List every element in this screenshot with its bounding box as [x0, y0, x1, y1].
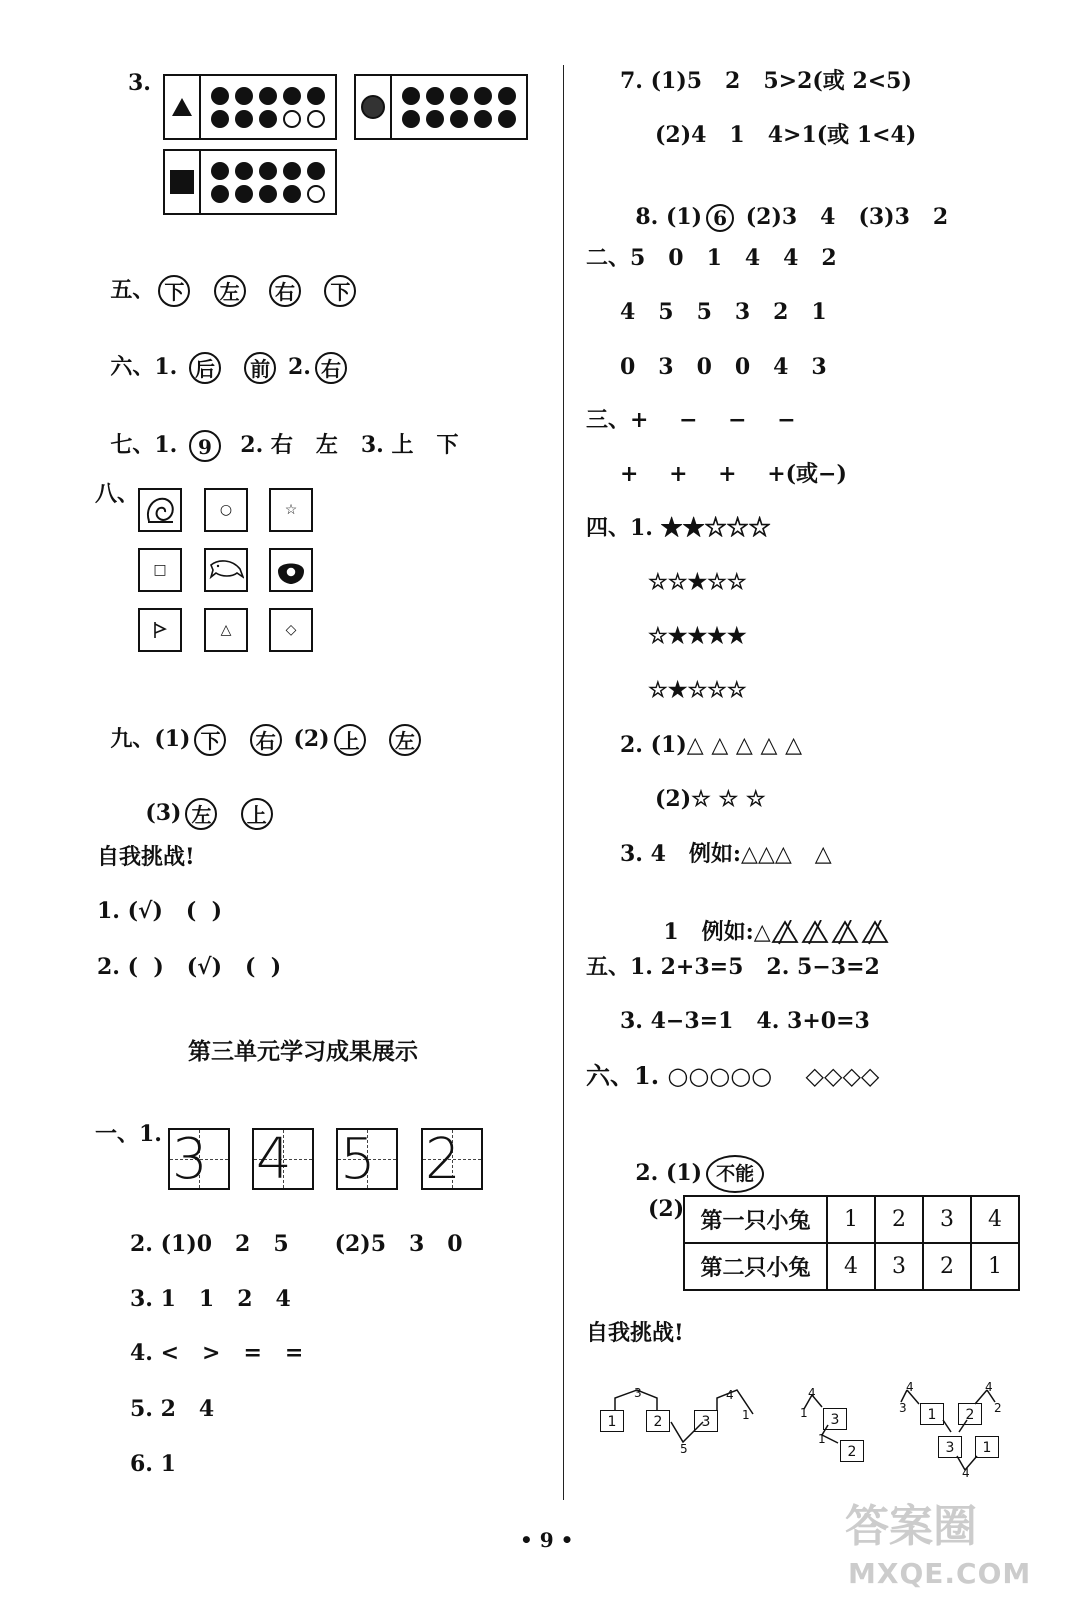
- square-icon: [165, 151, 201, 213]
- qi-label: 七、1.: [110, 432, 178, 458]
- star-icon: ☆: [269, 488, 313, 532]
- left-challenge-title: 自我挑战!: [97, 844, 195, 870]
- circled-answer: 右: [269, 275, 301, 307]
- si-1: 四、1. ★★☆☆☆: [586, 515, 771, 541]
- diamond-icon: ◇: [269, 608, 313, 652]
- liu-row: [95, 330, 351, 384]
- yi-2: 2. (1)0 2 5 (2)5 3 0: [130, 1231, 463, 1257]
- si-2-1: 2. (1)△ △ △ △ △: [620, 732, 802, 758]
- circled-answer: 下: [324, 275, 356, 307]
- liu-label: 六、1.: [110, 354, 178, 380]
- circled-answer: 左: [185, 798, 217, 830]
- wu-2: 3. 4−3=1 4. 3+0=3: [620, 1008, 870, 1034]
- crossed-triangles-icon: [771, 920, 891, 946]
- small-number: 4: [808, 1386, 816, 1400]
- unit-title: 第三单元学习成果展示: [188, 1038, 418, 1065]
- circle-icon: ○: [204, 488, 248, 532]
- dots-8-of-10: [201, 76, 335, 138]
- r8-post: (2)3 4 (3)3 2: [745, 204, 949, 230]
- dot-icon: [356, 76, 392, 138]
- nine-row-3: [130, 776, 277, 830]
- watermark-logo: 答案圈: [845, 1501, 977, 1552]
- r7-2: (2)4 1 4>1(或 1<4): [655, 122, 917, 148]
- circled-answer: 右: [250, 724, 282, 756]
- small-number: 1: [800, 1406, 808, 1420]
- si-3-1: 3. 4 例如:△△△ △: [620, 841, 832, 867]
- number-box: 1: [600, 1410, 624, 1432]
- circled-answer: 左: [389, 724, 421, 756]
- circled-answer: 上: [241, 798, 273, 830]
- number-box: 3: [938, 1436, 962, 1458]
- dots-9-of-10: [201, 151, 335, 213]
- small-number: 1: [742, 1408, 750, 1422]
- writing-grid-digit: 4: [252, 1128, 314, 1190]
- er-1: 二、5 0 1 4 4 2: [586, 245, 837, 271]
- circled-answer: 上: [334, 724, 366, 756]
- counting-box-triangle: [163, 74, 337, 140]
- table-cell: 2: [923, 1243, 971, 1290]
- table-cell: 2: [875, 1196, 923, 1243]
- dots-10-of-10: [392, 76, 526, 138]
- nine-label: 九、(1): [110, 726, 191, 752]
- nine-row-1: [95, 702, 425, 756]
- decomposition-diagram: [895, 1380, 1025, 1480]
- si-3: ☆★★★★: [648, 623, 747, 649]
- right-challenge-title: 自我挑战!: [586, 1320, 684, 1346]
- left-challenge-1: 1. (√) ( ): [97, 898, 223, 924]
- small-number: 3: [899, 1401, 907, 1415]
- row-label: 第一只小兔: [684, 1196, 827, 1243]
- circled-answer: 下: [158, 275, 190, 307]
- watermark-url: MXQE.COM: [848, 1557, 1032, 1590]
- si-2: ☆☆★☆☆: [648, 569, 747, 595]
- yi-label: 一、1.: [95, 1121, 162, 1147]
- nine-3-label: (3): [145, 800, 182, 826]
- small-number: 3: [634, 1386, 642, 1400]
- r8-row: [620, 182, 948, 232]
- wu-row: [95, 253, 360, 307]
- table-cell: 4: [827, 1243, 875, 1290]
- small-number: 1: [818, 1432, 826, 1446]
- r7-1: 7. (1)5 2 5>2(或 2<5): [620, 68, 912, 94]
- small-number: 4: [906, 1380, 914, 1394]
- wu-label: 五、: [110, 277, 155, 303]
- qi-rest: 2. 右 左 3. 上 下: [240, 432, 459, 458]
- si-4: ☆★☆☆☆: [648, 677, 747, 703]
- table-cell: 4: [971, 1196, 1019, 1243]
- liu-table-label: (2): [648, 1196, 685, 1222]
- table-cell: 3: [923, 1196, 971, 1243]
- number-box: 1: [975, 1436, 999, 1458]
- number-box: 2: [958, 1403, 982, 1425]
- number-box: 2: [840, 1440, 864, 1462]
- liu-2-pre: 2. (1): [635, 1160, 703, 1186]
- writing-grid-digit: 5: [336, 1128, 398, 1190]
- circled-answer: 右: [315, 352, 347, 384]
- number-box: 3: [823, 1408, 847, 1430]
- number-box: 1: [920, 1403, 944, 1425]
- rabbit-table: [683, 1195, 1020, 1291]
- yi-6: 6. 1: [130, 1451, 176, 1477]
- small-number: 5: [680, 1442, 688, 1456]
- yi-5: 5. 2 4: [130, 1396, 215, 1422]
- r8-pre: 8. (1): [635, 204, 703, 230]
- q3-label: 3.: [128, 70, 151, 96]
- san-1: 三、+ − − −: [586, 407, 796, 433]
- si-3-2: 1 例如:△: [648, 898, 891, 946]
- liu-label-2: 2.: [287, 354, 311, 380]
- nine-2-label: (2): [293, 726, 330, 752]
- qi-row: [95, 408, 458, 462]
- row-label: 第二只小兔: [684, 1243, 827, 1290]
- number-box: 2: [646, 1410, 670, 1432]
- counting-box-square: [163, 149, 337, 215]
- yi-4: 4. < > = =: [130, 1340, 304, 1366]
- ba-label: 八、: [95, 481, 140, 507]
- table-row: [684, 1243, 1019, 1290]
- circled-answer: 6: [706, 204, 734, 232]
- table-cell: 3: [875, 1243, 923, 1290]
- column-divider: [563, 65, 564, 1500]
- counting-box-dot: [354, 74, 528, 140]
- circled-answer: 不能: [706, 1155, 764, 1193]
- left-challenge-2: 2. ( ) (√) ( ): [97, 954, 282, 980]
- table-cell: 1: [971, 1243, 1019, 1290]
- circled-answer: 后: [189, 352, 221, 384]
- small-number: 2: [994, 1401, 1002, 1415]
- small-number: 4: [962, 1466, 970, 1480]
- page-number: • 9 •: [520, 1528, 574, 1552]
- number-box: 3: [694, 1410, 718, 1432]
- small-number: 4: [985, 1380, 993, 1394]
- er-3: 0 3 0 0 4 3: [620, 354, 827, 380]
- yi-3: 3. 1 1 2 4: [130, 1286, 291, 1312]
- writing-grid-digit: 3: [168, 1128, 230, 1190]
- circled-answer: 9: [189, 430, 221, 462]
- circled-answer: 下: [194, 724, 226, 756]
- dolphin-icon: [204, 548, 248, 592]
- pearl-shell-icon: [269, 548, 313, 592]
- small-square-icon: □: [138, 548, 182, 592]
- san-2: + + + +(或−): [620, 461, 847, 487]
- circled-answer: 左: [214, 275, 246, 307]
- table-cell: 1: [827, 1196, 875, 1243]
- writing-grid-digit: 2: [421, 1128, 483, 1190]
- wu-1: 五、1. 2+3=5 2. 5−3=2: [586, 954, 880, 980]
- small-number: 4: [726, 1388, 734, 1402]
- triangle-outline-icon: △: [204, 608, 248, 652]
- si-2-2: (2)☆ ☆ ☆: [655, 786, 766, 812]
- flag-icon: [138, 608, 182, 652]
- liu-1: 六、1. ○○○○○ ◇◇◇◇: [586, 1061, 880, 1090]
- shell-icon: [138, 488, 182, 532]
- circled-answer: 前: [244, 352, 276, 384]
- triangle-icon: [165, 76, 201, 138]
- table-row: [684, 1196, 1019, 1243]
- er-2: 4 5 5 3 2 1: [620, 299, 827, 325]
- liu-2-row: [620, 1133, 768, 1193]
